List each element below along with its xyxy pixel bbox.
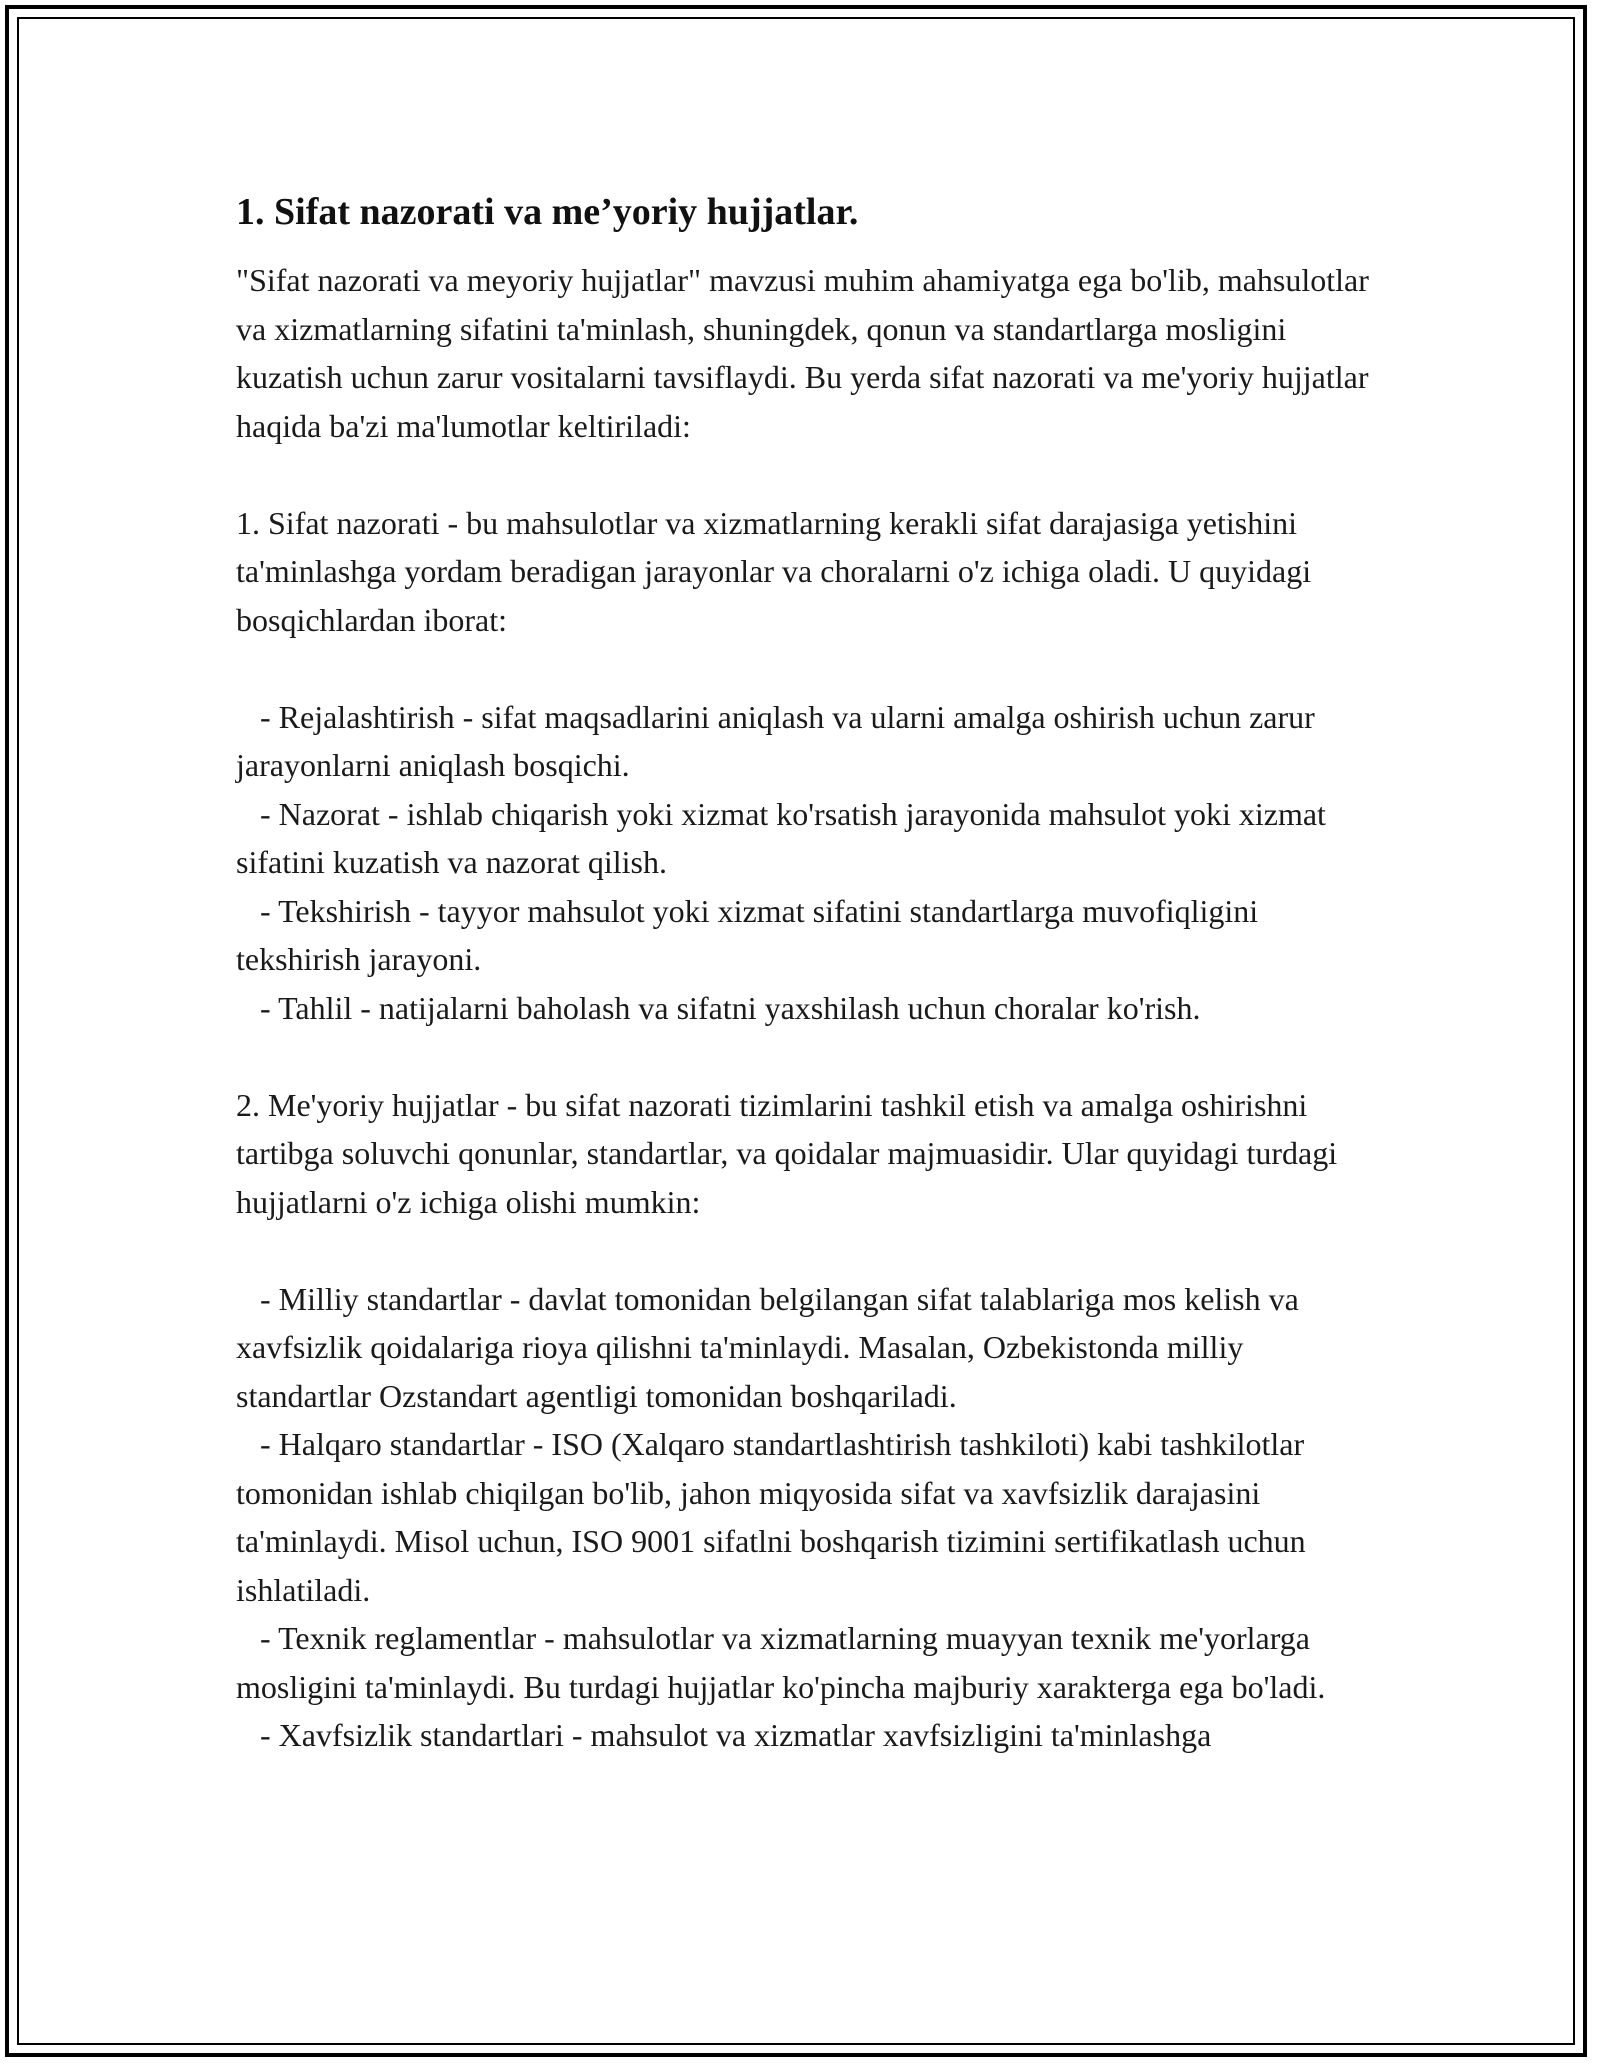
page-title: 1. Sifat nazorati va me’yoriy hujjatlar. <box>236 191 859 233</box>
list-item: - Texnik reglamentlar - mahsulotlar va xizmatlarning muayyan texnik me'yorlarga mosligini ta'minlaydi. Bu turdagi hujjatlar ko'pincha majburiy xarakterga ega bo'ladi. <box>236 1620 1326 1705</box>
paragraph-spacer <box>236 450 1386 499</box>
list-item: - Tahlil - natijalarni baholash va sifatni yaxshilash uchun choralar ko'rish. <box>236 989 1201 1026</box>
paragraph-spacer <box>236 1226 1386 1275</box>
list-item: - Halqaro standartlar - ISO (Xalqaro standartlashtirish tashkiloti) kabi tashkilotlar tomonidan ishlab chiqilgan bo'lib, jahon miqyosida sifat va xavfsizlik darajasini ta'minlaydi. Misol uchun, ISO 9001 sifatlni boshqarish tizimini sertifikatlash uchun ishlatiladi. <box>236 1426 1314 1608</box>
intro-paragraph: "Sifat nazorati va meyoriy hujjatlar" mavzusi muhim ahamiyatga ega bo'lib, mahsulotlar va xizmatlarning sifatini ta'minlash, shuningdek, qonun va standartlarga mosligini kuzatish uchun zarur vositalarni tavsiflaydi. Bu yerda sifat nazorati va me'yoriy hujjatlar haqida ba'zi ma'lumotlar keltiriladi: <box>236 262 1377 444</box>
section-2-lead: 2. Me'yoriy hujjatlar - bu sifat nazorati tizimlarini tashkil etish va amalga oshirishni tartibga soluvchi qonunlar, standartlar, va qoidalar majmuasidir. Ular quyidagi turdagi hujjatlarni o'z ichiga olishi mumkin: <box>236 1086 1346 1220</box>
list-item: - Nazorat - ishlab chiqarish yoki xizmat ko'rsatish jarayonida mahsulot yoki xizmat sifatini kuzatish va nazorat qilish. <box>236 795 1334 880</box>
section-1-lead: 1. Sifat nazorati - bu mahsulotlar va xizmatlarning kerakli sifat darajasiga yetishini ta'minlashga yordam beradigan jarayonlar va choralarni o'z ichiga oladi. U quyidagi bosqichlardan iborat: <box>236 504 1320 638</box>
list-item: - Tekshirish - tayyor mahsulot yoki xizmat sifatini standartlarga muvofiqligini tekshirish jarayoni. <box>236 892 1267 977</box>
paragraph-spacer <box>236 1032 1386 1081</box>
list-item: - Milliy standartlar - davlat tomonidan belgilangan sifat talablariga mos kelish va xavfsizlik qoidalariga rioya qilishni ta'minlaydi. Masalan, Ozbekistonda milliy standartlar Ozstandart agentligi tomonidan boshqariladi. <box>236 1280 1307 1414</box>
document-body <box>236 188 1386 1760</box>
paragraph-spacer <box>236 644 1386 693</box>
list-item: - Xavfsizlik standartlari - mahsulot va xizmatlar xavfsizligini ta'minlashga <box>236 1717 1212 1753</box>
list-item: - Rejalashtirish - sifat maqsadlarini aniqlash va ularni amalga oshirish uchun zarur jarayonlarni aniqlash bosqichi. <box>236 698 1323 783</box>
